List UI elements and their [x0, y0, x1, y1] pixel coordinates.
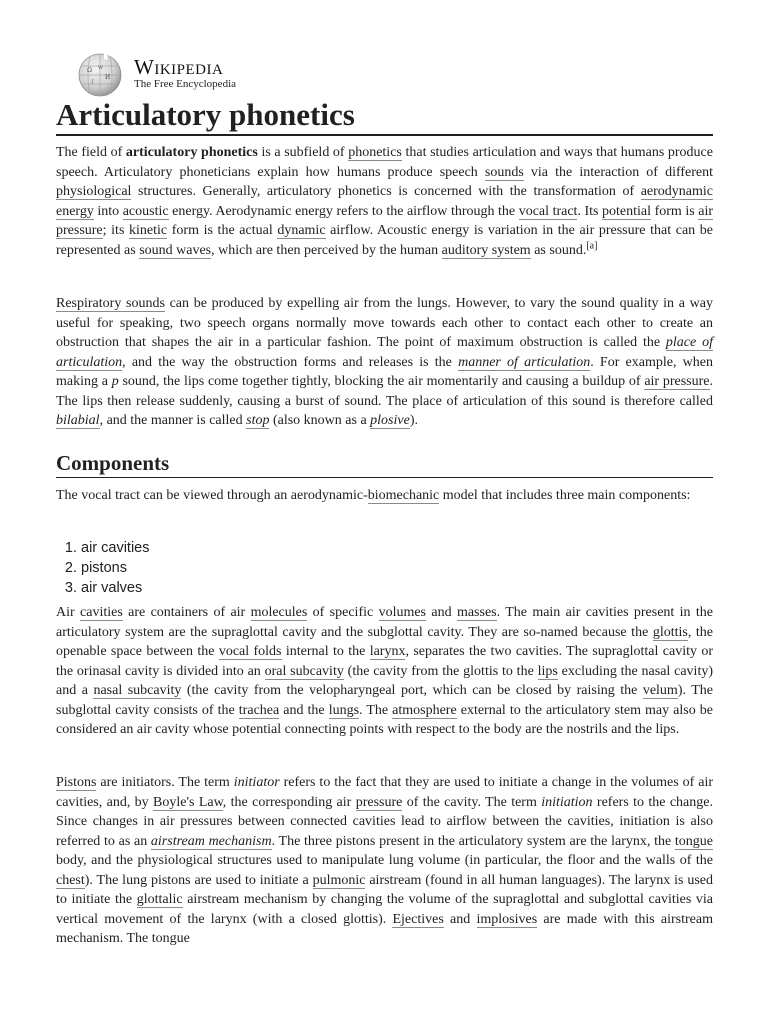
link-cavities[interactable]: cavities [80, 605, 123, 620]
text: can be produced by expelling air from the lungs. However, to vary the sound quality in a way useful for speaking, two speech organs normally move towards each other to contact each other to create an obstruction that shapes the air in a particular fashion. The point of maximum obstruction is called the [56, 296, 713, 350]
text: and [426, 605, 457, 620]
link-air-pressure-2[interactable]: air pressure [644, 374, 710, 389]
link-vocal-folds[interactable]: vocal folds [218, 644, 282, 659]
link-potential[interactable]: potential [602, 203, 652, 219]
pistons-paragraph [56, 773, 713, 949]
text: that studies articulation and ways that humans produce speech. Articulatory phoneticians explain how humans produce speech [56, 145, 713, 180]
text: and [443, 911, 477, 927]
link-oral-subcavity[interactable]: oral subcavity [264, 663, 344, 679]
intro-paragraph-2 [56, 294, 713, 431]
wordmark-subtitle: The Free Encyclopedia [134, 78, 237, 90]
text: refers to the fact that they are used to initiate a change in the volumes of air cavities, and, by [56, 775, 714, 810]
svg-text:И: И [105, 74, 111, 81]
link-vocal-tract[interactable]: vocal tract [518, 203, 578, 219]
text: form is [651, 203, 699, 219]
link-implosives[interactable]: implosives [476, 911, 538, 927]
text: ). The lung pistons are used to initiate a [84, 872, 313, 888]
italic-initiator: initiator [233, 775, 280, 790]
text: (the cavity from the velopharyngeal port, which can be closed by raising the [181, 683, 643, 698]
text: , separates the two cavities. The supraglottal cavity or the orinasal cavity is divided into an [56, 644, 713, 679]
text: excluding the nasal cavity) and a [56, 663, 714, 698]
link-chest[interactable]: chest [56, 872, 85, 888]
air-cavities-paragraph [56, 603, 713, 740]
link-boyles-law[interactable]: Boyle's Law [153, 794, 223, 810]
svg-text:∫: ∫ [91, 79, 94, 85]
text: are made with this airstream mechanism. The tongue [56, 911, 713, 946]
link-bilabial[interactable]: bilabial [56, 413, 100, 428]
link-ejectives[interactable]: Ejectives [392, 911, 444, 927]
list-item: 3. air valves [81, 578, 150, 598]
link-larynx[interactable]: larynx [369, 644, 406, 659]
link-phonetics[interactable]: phonetics [348, 145, 402, 160]
link-biomechanic[interactable]: biomechanic [367, 488, 440, 503]
text: external to the articulatory stem may also be considered an air cavity whose potential connecting points with respect to the body are the nostrils and the lips. [56, 702, 714, 737]
text: , which are then perceived by the human [211, 242, 442, 258]
link-glottis[interactable]: glottis [652, 624, 688, 640]
text: airflow. Acoustic energy is variation in the air pressure that can be represented as [56, 223, 713, 258]
text: into [93, 203, 123, 219]
text: (the cavity from the glottis to the [343, 663, 538, 679]
link-lungs[interactable]: lungs [328, 702, 360, 718]
components-list [56, 538, 150, 598]
text: body, and the physiological structures used to manipulate lung volume (in particular, the floor and the walls of the [56, 853, 713, 868]
section-heading-components: Components [56, 449, 713, 478]
link-respiratory-sounds[interactable]: Respiratory sounds [56, 296, 165, 311]
link-energy[interactable]: energy [56, 203, 94, 219]
text: . The lips then release suddenly, causing a burst of sound. The place of articulation of this sound is therefore called [56, 374, 713, 409]
text: model that includes three main components: [439, 488, 691, 503]
text: , the openable space between the [56, 624, 714, 659]
page-title: Articulatory phonetics [56, 96, 713, 136]
link-airstream-mechanism[interactable]: airstream mechanism [150, 833, 272, 849]
link-manner-of-articulation[interactable]: manner of articulation [458, 354, 591, 370]
text: airstream mechanism by changing the volume of the supraglottal and subglottal cavities via vertical movement of the larynx (with a closed glottis). [56, 892, 713, 927]
footnote-a[interactable]: [a] [586, 239, 598, 251]
svg-text:Ω: Ω [87, 67, 92, 74]
list-item: 1. air cavities [81, 538, 150, 558]
bold-term: articulatory phonetics [125, 145, 258, 160]
wordmark-title: Wikipedia [134, 55, 224, 79]
text: of specific [307, 605, 379, 620]
text: sound, the lips come together tightly, blocking the air momentarily and causing a buildup of [118, 374, 645, 389]
link-dynamic[interactable]: dynamic [277, 223, 326, 238]
italic-p: p [111, 374, 119, 389]
link-trachea[interactable]: trachea [238, 702, 280, 718]
text: , and the manner is called [99, 413, 247, 428]
link-pulmonic[interactable]: pulmonic [312, 872, 366, 888]
text: is a subfield of [257, 145, 349, 160]
link-masses[interactable]: masses [456, 605, 497, 620]
link-auditory-system[interactable]: auditory system [441, 242, 531, 258]
text: of the cavity. The term [402, 794, 542, 810]
text: are containers of air [122, 605, 251, 620]
text: are initiators. The term [96, 775, 234, 790]
text: as sound. [530, 242, 587, 258]
link-atmosphere[interactable]: atmosphere [392, 702, 457, 718]
link-aerodynamic[interactable]: aerodynamic [640, 184, 713, 199]
text: . The three pistons present in the articulatory system are the larynx, the [271, 833, 675, 849]
text: ). [409, 413, 418, 428]
wikipedia-globe-logo[interactable] [74, 52, 126, 98]
text: , the corresponding air [222, 794, 356, 810]
text: airstream (found in all human languages). The larynx is used to initiate the [56, 872, 713, 907]
italic-initiation: initiation [541, 794, 593, 810]
text: . The main air cavities present in the articulatory system are the supraglottal cavity and the subglottal cavity. They are so-named because the [56, 605, 713, 640]
link-pressure[interactable]: pressure [355, 794, 403, 810]
text: . The [359, 702, 393, 718]
text: structures. Generally, articulatory phonetics is concerned with the transformation of [131, 184, 641, 199]
link-tongue[interactable]: tongue [674, 833, 714, 849]
link-lips[interactable]: lips [537, 663, 558, 679]
text: energy. Aerodynamic energy refers to the airflow through the [168, 203, 519, 219]
text: . Its [577, 203, 603, 219]
text: internal to the [281, 644, 370, 659]
text: refers to the change. Since changes in air pressures between connected cavities lead to airflow between the cavities, initiation is also referred to as an [56, 794, 713, 849]
intro-paragraph-1 [56, 143, 713, 260]
link-place-of-articulation[interactable]: place of articulation [56, 335, 713, 370]
components-intro [56, 486, 713, 506]
link-plosive[interactable]: plosive [370, 413, 410, 428]
list-item: 2. pistons [81, 558, 150, 578]
link-stop[interactable]: stop [246, 413, 270, 428]
text: The field of [56, 145, 126, 160]
link-velum[interactable]: velum [642, 683, 678, 698]
text: The vocal tract can be viewed through an aerodynamic- [56, 488, 368, 503]
svg-text:W: W [98, 65, 104, 71]
text: (also known as a [269, 413, 371, 428]
link-air-pressure[interactable]: air pressure [56, 203, 714, 238]
text: via the interaction of different [523, 164, 714, 180]
link-kinetic[interactable]: kinetic [129, 223, 168, 238]
wordmark[interactable] [134, 56, 236, 90]
link-nasal-subcavity[interactable]: nasal subcavity [93, 683, 182, 698]
link-sounds[interactable]: sounds [484, 164, 524, 180]
link-molecules[interactable]: molecules [250, 605, 308, 620]
text: ; its [102, 223, 130, 238]
link-acoustic[interactable]: acoustic [122, 203, 169, 219]
link-sound-waves[interactable]: sound waves [139, 242, 212, 258]
link-volumes[interactable]: volumes [378, 605, 427, 620]
link-glottalic[interactable]: glottalic [136, 892, 183, 907]
text: ). The subglottal cavity consists of the [56, 683, 714, 718]
text: Air [56, 605, 81, 620]
text: , and the way the obstruction forms and releases is the [122, 354, 459, 370]
link-pistons[interactable]: Pistons [56, 775, 97, 790]
text: form is the actual [167, 223, 278, 238]
link-physiological[interactable]: physiological [56, 184, 132, 199]
text: . For example, when making a [56, 354, 713, 389]
text: and the [279, 702, 329, 718]
